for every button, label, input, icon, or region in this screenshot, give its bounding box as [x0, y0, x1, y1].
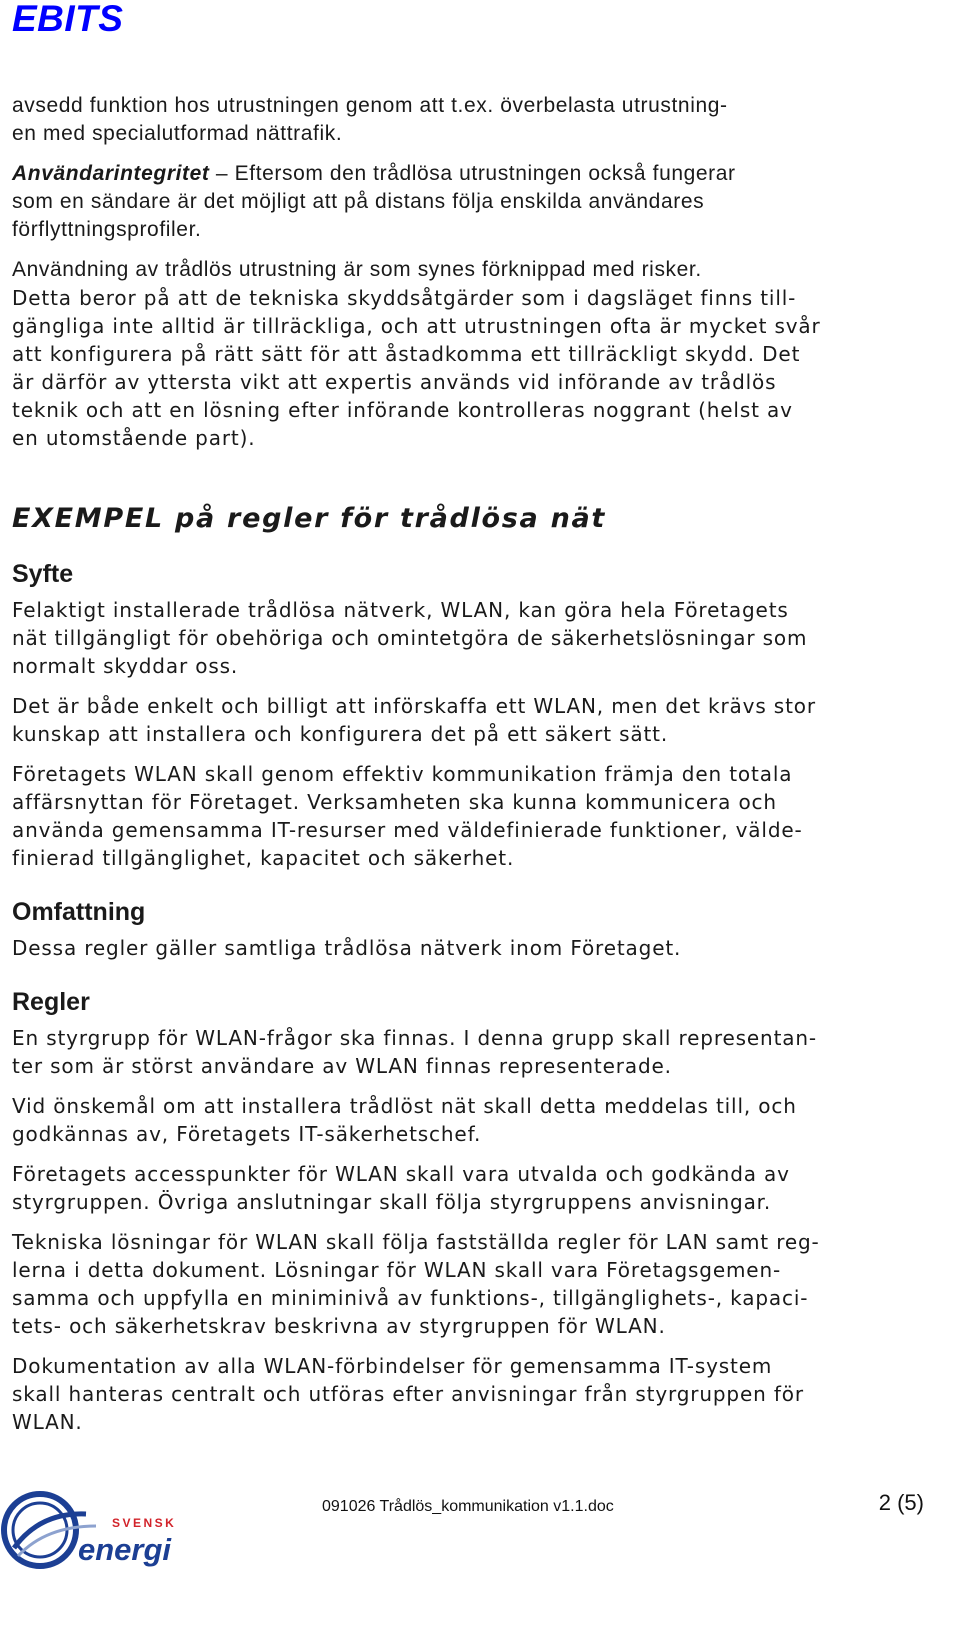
text-line: ter som är störst användare av WLAN finnas representerade. [12, 1054, 672, 1078]
text-line [12, 160, 912, 188]
rules-paragraph [12, 1228, 912, 1340]
text-line: tets- och säkerhetskrav beskrivna av styrgruppen för WLAN. [12, 1314, 666, 1338]
text-line: är därför av yttersta vikt att expertis används vid införande av trådlös [12, 370, 777, 394]
text-line: en med specialutformad nättrafik. [12, 122, 343, 145]
text-line: Felaktigt installerade trådlösa nätverk, WLAN, kan göra hela Företagets [12, 598, 789, 622]
text-line: att konfigurera på rätt sätt för att åstadkomma ett tillräckligt skydd. Det [12, 342, 801, 366]
text-line: Företagets accesspunkter för WLAN skall vara utvalda och godkända av [12, 1162, 790, 1186]
user-integrity-paragraph [12, 160, 912, 244]
svensk-energi-logo [0, 1490, 200, 1570]
text-line: WLAN. [12, 1410, 83, 1434]
text-line: finierad tillgänglighet, kapacitet och säkerhet. [12, 846, 515, 870]
text-line: En styrgrupp för WLAN-frågor ska finnas. I denna grupp skall representan- [12, 1026, 817, 1050]
text-line: teknik och att en lösning efter införande kontrolleras noggrant (helst av [12, 398, 793, 422]
user-integrity-term: Användarintegritet [12, 162, 210, 185]
intro-continued-paragraph [12, 92, 912, 148]
text-line: avsedd funktion hos utrustningen genom att t.ex. överbelasta utrustning- [12, 94, 728, 117]
document-body [12, 92, 912, 1448]
rules-heading: Regler [12, 988, 90, 1016]
page-number: 2 (5) [878, 1490, 924, 1515]
text-line: Dokumentation av alla WLAN-förbindelser för gemensamma IT-system [12, 1354, 773, 1378]
purpose-paragraph [12, 596, 912, 680]
text-line: affärsnyttan för Företaget. Verksamheten ska kunna kommunicera och [12, 790, 777, 814]
text-line: skall hanteras centralt och utföras efter anvisningar från styrgruppen för [12, 1382, 804, 1406]
text-line: gängliga inte alltid är tillräckliga, och att utrustningen ofta är mycket svår [12, 314, 821, 338]
brand-title: EBITS [12, 0, 124, 39]
text-line: godkännas av, Företagets IT-säkerhetschef. [12, 1122, 482, 1146]
purpose-paragraph [12, 692, 912, 748]
purpose-heading: Syfte [12, 560, 74, 588]
text-fragment: – Eftersom den trådlösa utrustningen också fungerar [209, 162, 736, 185]
rules-paragraph [12, 1160, 912, 1216]
text-line: använda gemensamma IT-resurser med väldefinierade funktioner, välde- [12, 818, 803, 842]
text-line: förflyttningsprofiler. [12, 218, 202, 241]
text-line: Företagets WLAN skall genom effektiv kommunikation främja den totala [12, 762, 793, 786]
text-line: Vid önskemål om att installera trådlöst nät skall detta meddelas till, och [12, 1094, 797, 1118]
text-line: Det är både enkelt och billigt att införskaffa ett WLAN, men det krävs stor [12, 694, 816, 718]
text-line: Användning av trådlös utrustning är som synes förknippad med risker. [12, 258, 702, 281]
text-line: Tekniska lösningar för WLAN skall följa fastställda regler för LAN samt reg- [12, 1230, 820, 1254]
text-line: Dessa regler gäller samtliga trådlösa nätverk inom Företaget. [12, 936, 682, 960]
document-filename: 091026 Trådlös_kommunikation v1.1.doc [322, 1498, 614, 1515]
text-line: normalt skyddar oss. [12, 654, 239, 678]
scope-heading: Omfattning [12, 898, 146, 926]
logo-wordmark-top: SVENSK [112, 1516, 177, 1530]
text-line: lerna i detta dokument. Lösningar för WLAN skall vara Företagsgemen- [12, 1258, 782, 1282]
text-line: Detta beror på att de tekniska skyddsåtgärder som i dagsläget finns till- [12, 286, 797, 310]
text-line: nät tillgängligt för obehöriga och omintetgöra de säkerhetslösningar som [12, 626, 808, 650]
purpose-paragraph [12, 760, 912, 872]
text-line: en utomstående part). [12, 426, 256, 450]
example-title: EXEMPEL på regler för trådlösa nät [12, 503, 607, 534]
rules-paragraph [12, 1024, 912, 1080]
text-line: styrgruppen. Övriga anslutningar skall följa styrgruppens anvisningar. [12, 1190, 772, 1214]
text-line: samma och uppfylla en miniminivå av funktions-, tillgänglighets-, kapaci- [12, 1286, 809, 1310]
rules-paragraph [12, 1092, 912, 1148]
rules-paragraph [12, 1352, 912, 1436]
risk-paragraph [12, 256, 912, 452]
scope-paragraph [12, 934, 912, 962]
logo-wordmark-bottom: energi [78, 1532, 172, 1567]
text-line: som en sändare är det möjligt att på distans följa enskilda användares [12, 190, 705, 213]
text-line: kunskap att installera och konfigurera det på ett säkert sätt. [12, 722, 669, 746]
